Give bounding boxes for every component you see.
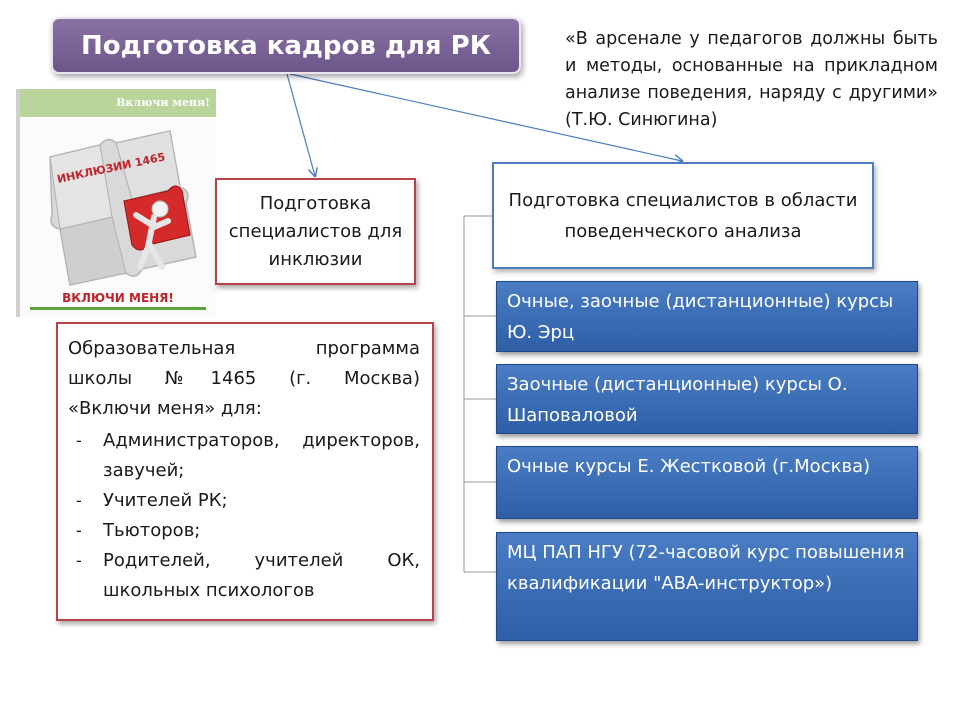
poster-divider (30, 307, 206, 310)
program-intro (68, 334, 420, 424)
course-label: Очные курсы Е. Жестковой (г.Москва) (507, 456, 871, 477)
inclusion-training-label: Подготовка специалистов для инклюзии (228, 192, 403, 270)
poster-image (16, 89, 216, 317)
list-item: - Тьюторов; (76, 520, 201, 541)
bracket-connector (464, 216, 496, 572)
program-audience-list (68, 426, 420, 606)
program-intro-line3: «Включи меня» для: (68, 398, 262, 419)
slide-title: Подготовка кадров для РК (51, 17, 521, 74)
course-label: МЦ ПАП НГУ (72-часовой курс повышения квалификации "ABA-инструктор») (507, 542, 905, 594)
puzzle-text: ИНКЛЮЗИИ 1465 (55, 150, 167, 186)
course-label: Заочные (дистанционные) курсы О. Шаповаловой (507, 374, 848, 426)
behavior-analysis-box (492, 162, 874, 269)
puzzle-illustration (20, 117, 216, 289)
course-box-erts (496, 281, 918, 352)
list-item: - Администраторов, директоров, завучей; (76, 430, 420, 481)
behavior-analysis-label: Подготовка специалистов в области поведенческого анализа (508, 189, 858, 242)
course-box-shapovalova (496, 364, 918, 434)
program-intro-line2: школы №1465 (г. Москва) (68, 368, 420, 389)
list-item: - Учителей РК; (76, 490, 228, 511)
inclusion-training-box (215, 178, 416, 285)
poster-bottom-label: ВКЛЮЧИ МЕНЯ! (62, 291, 174, 305)
course-box-ngu (496, 532, 918, 641)
poster-top-label: Включи меня! (20, 89, 216, 117)
arrow-to-inclusion (287, 74, 315, 176)
course-box-zhestkova (496, 446, 918, 519)
list-item: - Родителей, учителей ОК, школьных психологов (76, 550, 420, 601)
course-label: Очные, заочные (дистанционные) курсы Ю. Эрц (507, 291, 894, 343)
program-intro-line1: Образовательная программа (68, 338, 420, 359)
program-box (56, 322, 434, 621)
quote-text: «В арсенале у педагогов должны быть и методы, основанные на прикладном анализе поведения, наряду с другими» (Т.Ю. Синюгина) (565, 29, 938, 130)
